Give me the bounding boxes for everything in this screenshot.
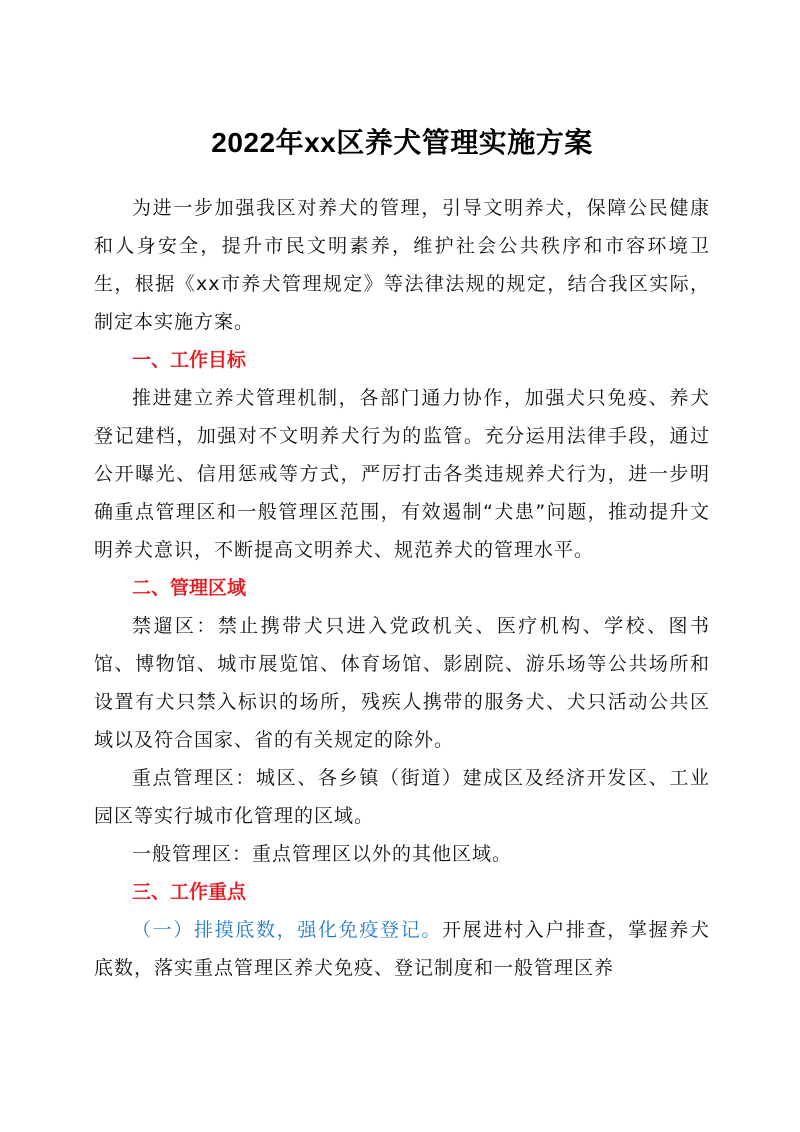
document-content xyxy=(94,118,710,987)
priority-item-text: 开展进村入户排查，掌握养犬底数，落实重点管理区养犬免疫、登记制度和一般管理区养 xyxy=(94,919,710,979)
priority-item-paragraph xyxy=(94,911,710,987)
priority-item-title: （一）排摸底数，强化免疫登记。 xyxy=(132,919,442,941)
title-spacer xyxy=(94,168,710,189)
section-heading-areas: 二、管理区域 xyxy=(132,577,247,599)
key-management-zone-paragraph: 重点管理区：城区、各乡镇（街道）建成区及经济开发区、工业园区等实行城市化管理的区域。 xyxy=(94,767,710,827)
document-title: 2022年xx区养犬管理实施方案 xyxy=(211,127,593,158)
no-walking-zone-paragraph: 禁遛区：禁止携带犬只进入党政机关、医疗机构、学校、图书馆、博物馆、城市展览馆、体育场馆、影剧院、游乐场等公共场所和设置有犬只禁入标识的场所，残疾人携带的服务犬、犬只活动公共区域以及符合国家、省的有关规定的除外。 xyxy=(94,615,710,751)
goals-paragraph: 推进建立养犬管理机制，各部门通力协作，加强犬只免疫、养犬登记建档，加强对不文明养犬行为的监管。充分运用法律手段，通过公开曝光、信用惩戒等方式，严厉打击各类违规养犬行为，进一步明确重点管理区和一般管理区范围，有效遏制“犬患”问题，推动提升文明养犬意识，不断提高文明养犬、规范养犬的管理水平。 xyxy=(94,387,710,561)
general-management-zone-paragraph: 一般管理区：重点管理区以外的其他区域。 xyxy=(132,843,513,865)
section-heading-priorities: 三、工作重点 xyxy=(132,881,247,903)
section-heading-goals: 一、工作目标 xyxy=(132,349,247,371)
intro-paragraph: 为进一步加强我区对养犬的管理，引导文明养犬，保障公民健康和人身安全，提升市民文明素养，维护社会公共秩序和市容环境卫生，根据《xx市养犬管理规定》等法律法规的规定，结合我区实际，制定本实施方案。 xyxy=(94,197,710,333)
